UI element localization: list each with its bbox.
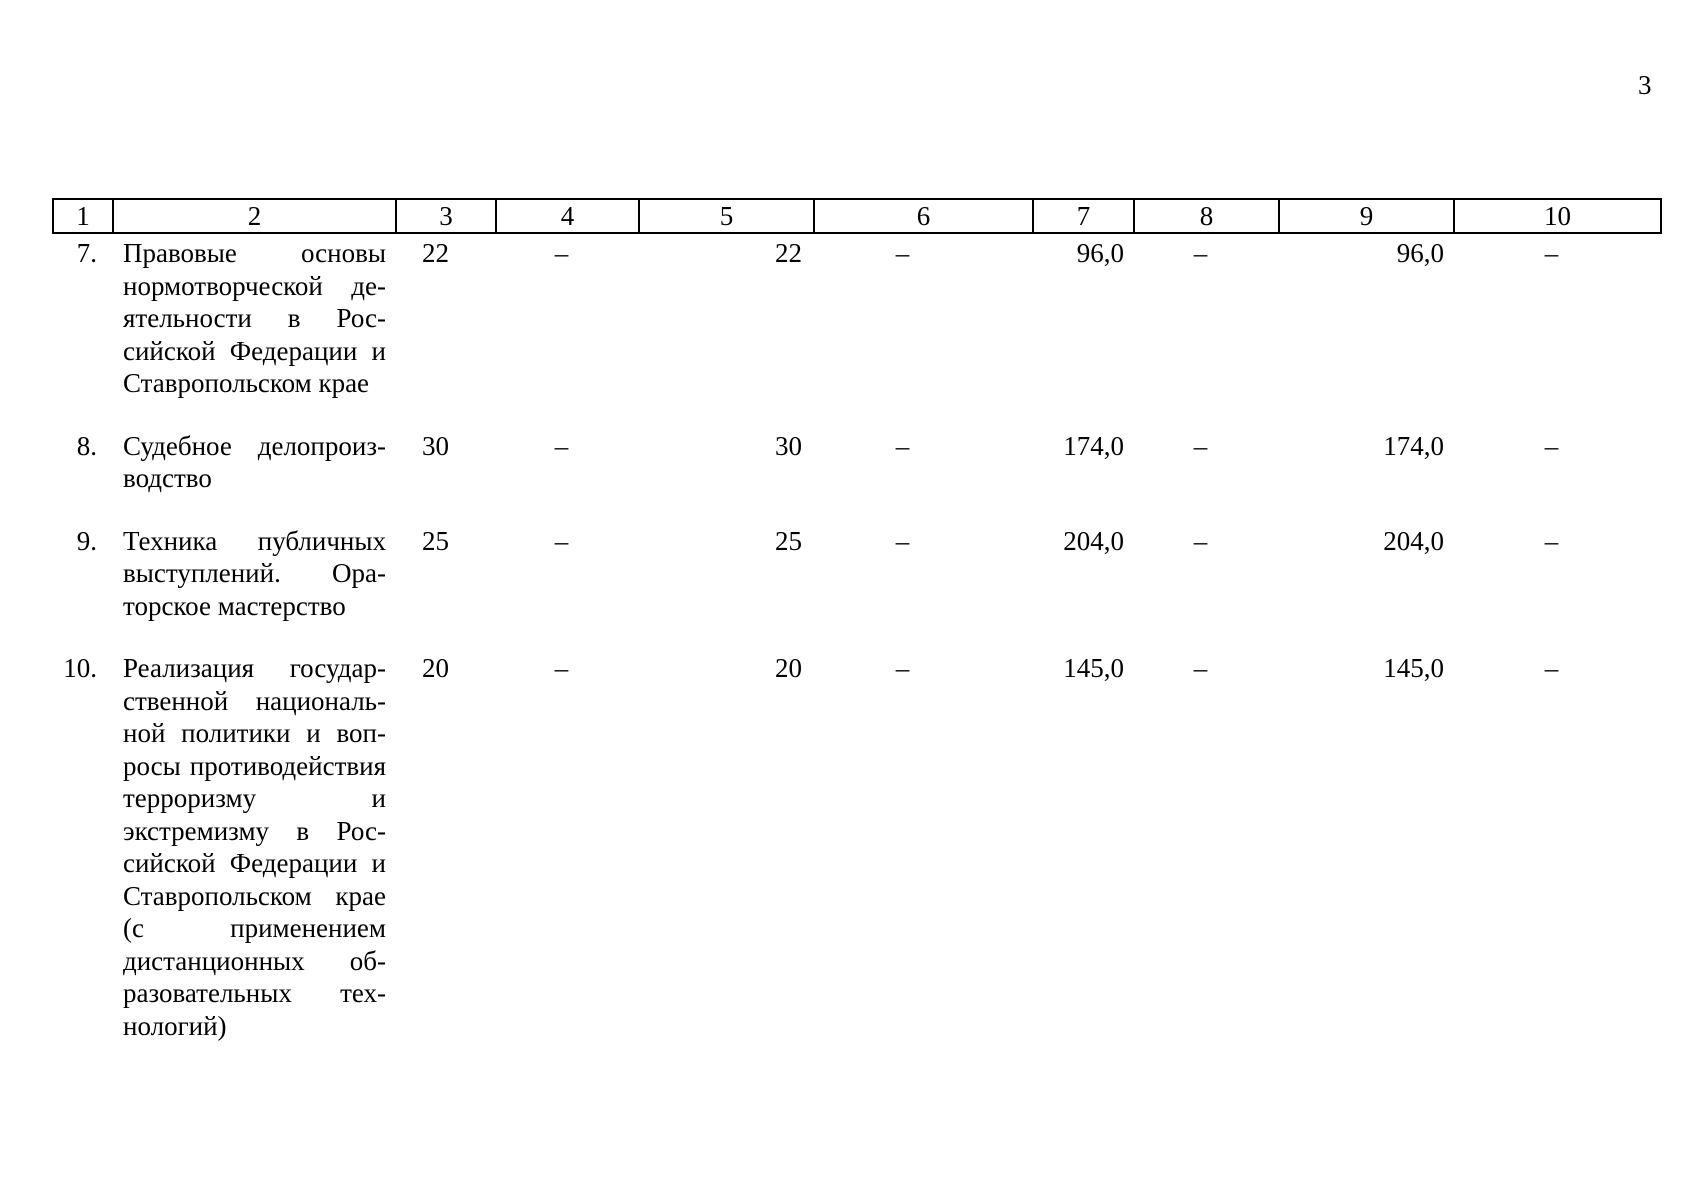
cell-col8: –	[1193, 238, 1208, 268]
cell-col5: 30	[775, 430, 802, 461]
cell-col4: –	[554, 238, 569, 268]
cell-col10: –	[1544, 430, 1559, 461]
cell-col5: 20	[775, 653, 802, 683]
row-number: 9.	[76, 525, 97, 556]
curriculum-table	[52, 198, 1662, 1042]
table-row	[53, 652, 1661, 1042]
cell-col8: –	[1193, 430, 1208, 461]
course-title: Реализация государственной национальной политики и вопросы противодействия терроризму и экстремизму в Российской Федерации и Ставропольском крае (с применением дистанционных образовательных технологий)	[123, 653, 386, 1041]
cell-col6: –	[895, 653, 910, 683]
course-title: Судебное делопроизводство	[123, 430, 386, 493]
course-title: Правовые основы нормотворческой деятельности в Российской Федерации и Ставропольском крае	[123, 238, 386, 398]
column-number-2: 2	[113, 199, 396, 233]
row-spacer	[53, 622, 1661, 652]
cell-col6: –	[895, 525, 910, 556]
row-spacer	[53, 400, 1661, 430]
course-title: Техника публичных выступлений. Ораторское мастерство	[123, 525, 386, 621]
table-row	[53, 525, 1661, 623]
cell-col10: –	[1544, 238, 1559, 268]
cell-col3: 20	[422, 653, 449, 683]
column-number-3: 3	[396, 199, 496, 233]
column-number-4: 4	[496, 199, 639, 233]
page-number: 3	[1638, 70, 1652, 100]
column-number-7: 7	[1033, 199, 1134, 233]
cell-col6: –	[895, 430, 910, 461]
table-row	[53, 233, 1661, 400]
row-number: 7.	[76, 238, 97, 268]
column-numbers-row	[53, 199, 1661, 233]
column-number-1: 1	[53, 199, 113, 233]
curriculum-table-container	[52, 198, 1660, 1042]
cell-col9: 174,0	[1383, 430, 1444, 461]
cell-col4: –	[554, 653, 569, 683]
cell-col3: 30	[422, 430, 449, 461]
cell-col5: 25	[775, 525, 802, 556]
column-number-5: 5	[639, 199, 814, 233]
cell-col10: –	[1544, 525, 1559, 556]
column-number-6: 6	[814, 199, 1033, 233]
cell-col3: 25	[422, 525, 449, 556]
cell-col7: 174,0	[1063, 430, 1124, 461]
cell-col4: –	[554, 430, 569, 461]
cell-col7: 145,0	[1063, 653, 1124, 683]
cell-col7: 96,0	[1076, 238, 1124, 268]
row-number: 10.	[63, 653, 97, 683]
cell-col6: –	[895, 238, 910, 268]
cell-col9: 204,0	[1383, 525, 1444, 556]
cell-col8: –	[1193, 525, 1208, 556]
table-row	[53, 430, 1661, 495]
cell-col10: –	[1544, 653, 1559, 683]
cell-col9: 96,0	[1396, 238, 1444, 268]
row-spacer	[53, 495, 1661, 525]
cell-col8: –	[1193, 653, 1208, 683]
row-number: 8.	[76, 430, 97, 461]
cell-col4: –	[554, 525, 569, 556]
column-number-8: 8	[1134, 199, 1279, 233]
table-body	[53, 233, 1661, 1042]
cell-col9: 145,0	[1383, 653, 1444, 683]
cell-col3: 22	[422, 238, 449, 268]
cell-col5: 22	[775, 238, 802, 268]
table-header	[53, 199, 1661, 233]
cell-col7: 204,0	[1063, 525, 1124, 556]
column-number-9: 9	[1279, 199, 1454, 233]
column-number-10: 10	[1454, 199, 1661, 233]
